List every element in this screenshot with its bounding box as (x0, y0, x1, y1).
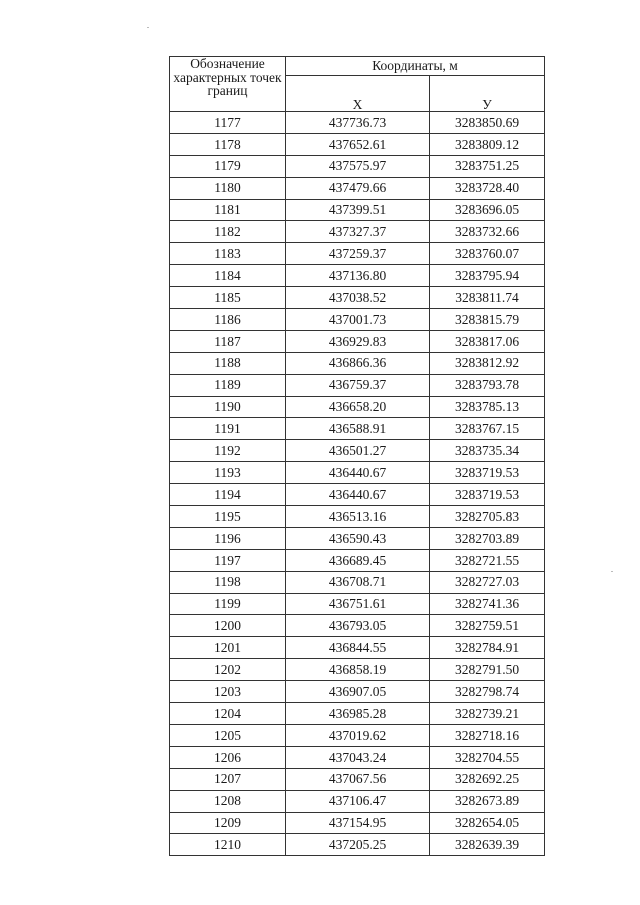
x-coordinate-cell: 436858.19 (286, 659, 430, 681)
point-cell: 1180 (170, 177, 286, 199)
point-cell: 1200 (170, 615, 286, 637)
table-row (170, 396, 545, 418)
table-row (170, 440, 545, 462)
point-cell: 1184 (170, 265, 286, 287)
table-row (170, 309, 545, 331)
coordinates-table (169, 56, 545, 856)
point-cell: 1181 (170, 199, 286, 221)
scan-speck (147, 27, 149, 28)
y-coordinate-cell: 3282673.89 (430, 790, 545, 812)
x-coordinate-cell: 437479.66 (286, 177, 430, 199)
y-coordinate-cell: 3283719.53 (430, 462, 545, 484)
table-row (170, 484, 545, 506)
y-coordinate-cell: 3283732.66 (430, 221, 545, 243)
table-row (170, 506, 545, 528)
point-column-header: Обозначение характерных точек границ (170, 57, 286, 112)
y-coordinate-cell: 3282639.39 (430, 834, 545, 856)
point-cell: 1209 (170, 812, 286, 834)
point-cell: 1202 (170, 659, 286, 681)
y-coordinate-cell: 3282727.03 (430, 571, 545, 593)
x-coordinate-cell: 436866.36 (286, 352, 430, 374)
point-cell: 1210 (170, 834, 286, 856)
y-coordinate-cell: 3282703.89 (430, 527, 545, 549)
x-coordinate-cell: 436907.05 (286, 681, 430, 703)
x-coordinate-cell: 436844.55 (286, 637, 430, 659)
point-cell: 1190 (170, 396, 286, 418)
y-column-header: У (430, 76, 545, 112)
x-coordinate-cell: 436759.37 (286, 374, 430, 396)
x-coordinate-cell: 437327.37 (286, 221, 430, 243)
x-coordinate-cell: 436501.27 (286, 440, 430, 462)
table-row (170, 352, 545, 374)
table-row (170, 177, 545, 199)
table-row (170, 615, 545, 637)
table-body (170, 112, 545, 856)
y-coordinate-cell: 3282798.74 (430, 681, 545, 703)
point-cell: 1185 (170, 287, 286, 309)
table-row (170, 527, 545, 549)
table-row (170, 790, 545, 812)
x-coordinate-cell: 437399.51 (286, 199, 430, 221)
x-coordinate-cell: 436440.67 (286, 484, 430, 506)
y-coordinate-cell: 3283751.25 (430, 155, 545, 177)
point-cell: 1201 (170, 637, 286, 659)
y-coordinate-cell: 3282692.25 (430, 768, 545, 790)
x-coordinate-cell: 436440.67 (286, 462, 430, 484)
y-coordinate-cell: 3282721.55 (430, 549, 545, 571)
table-row (170, 199, 545, 221)
table-row (170, 812, 545, 834)
table-row (170, 243, 545, 265)
table-row (170, 593, 545, 615)
table-row (170, 155, 545, 177)
table-row (170, 418, 545, 440)
table-row (170, 549, 545, 571)
x-coordinate-cell: 437106.47 (286, 790, 430, 812)
point-cell: 1203 (170, 681, 286, 703)
y-coordinate-cell: 3283812.92 (430, 352, 545, 374)
point-cell: 1186 (170, 309, 286, 331)
y-coordinate-cell: 3282654.05 (430, 812, 545, 834)
y-coordinate-cell: 3283811.74 (430, 287, 545, 309)
x-coordinate-cell: 436658.20 (286, 396, 430, 418)
y-coordinate-cell: 3282759.51 (430, 615, 545, 637)
x-coordinate-cell: 437067.56 (286, 768, 430, 790)
point-cell: 1179 (170, 155, 286, 177)
point-cell: 1194 (170, 484, 286, 506)
point-cell: 1178 (170, 133, 286, 155)
y-coordinate-cell: 3283793.78 (430, 374, 545, 396)
x-coordinate-cell: 436513.16 (286, 506, 430, 528)
x-coordinate-cell: 437575.97 (286, 155, 430, 177)
point-cell: 1188 (170, 352, 286, 374)
y-coordinate-cell: 3283735.34 (430, 440, 545, 462)
point-cell: 1182 (170, 221, 286, 243)
x-coordinate-cell: 437136.80 (286, 265, 430, 287)
y-coordinate-cell: 3283696.05 (430, 199, 545, 221)
y-coordinate-cell: 3282784.91 (430, 637, 545, 659)
table-row (170, 724, 545, 746)
point-cell: 1195 (170, 506, 286, 528)
table-row (170, 659, 545, 681)
table-row (170, 133, 545, 155)
point-cell: 1196 (170, 527, 286, 549)
point-cell: 1198 (170, 571, 286, 593)
x-coordinate-cell: 436588.91 (286, 418, 430, 440)
y-coordinate-cell: 3282718.16 (430, 724, 545, 746)
point-cell: 1205 (170, 724, 286, 746)
y-coordinate-cell: 3282791.50 (430, 659, 545, 681)
table-row (170, 265, 545, 287)
table-row (170, 703, 545, 725)
x-coordinate-cell: 436590.43 (286, 527, 430, 549)
table-row (170, 462, 545, 484)
y-coordinate-cell: 3283767.15 (430, 418, 545, 440)
table-row (170, 112, 545, 134)
y-coordinate-cell: 3283817.06 (430, 330, 545, 352)
y-coordinate-cell: 3283815.79 (430, 309, 545, 331)
point-cell: 1207 (170, 768, 286, 790)
x-coordinate-cell: 436708.71 (286, 571, 430, 593)
x-column-header: X (286, 76, 430, 112)
point-cell: 1187 (170, 330, 286, 352)
table-row (170, 287, 545, 309)
table-row (170, 834, 545, 856)
point-cell: 1183 (170, 243, 286, 265)
point-cell: 1193 (170, 462, 286, 484)
x-coordinate-cell: 436751.61 (286, 593, 430, 615)
y-coordinate-cell: 3283728.40 (430, 177, 545, 199)
point-cell: 1208 (170, 790, 286, 812)
x-coordinate-cell: 436929.83 (286, 330, 430, 352)
x-coordinate-cell: 437205.25 (286, 834, 430, 856)
y-coordinate-cell: 3283809.12 (430, 133, 545, 155)
y-coordinate-cell: 3283760.07 (430, 243, 545, 265)
table-row (170, 768, 545, 790)
point-cell: 1191 (170, 418, 286, 440)
x-coordinate-cell: 436689.45 (286, 549, 430, 571)
point-cell: 1189 (170, 374, 286, 396)
table-row (170, 330, 545, 352)
table-row (170, 374, 545, 396)
y-coordinate-cell: 3283785.13 (430, 396, 545, 418)
point-cell: 1197 (170, 549, 286, 571)
x-coordinate-cell: 437043.24 (286, 746, 430, 768)
x-coordinate-cell: 437259.37 (286, 243, 430, 265)
x-coordinate-cell: 437001.73 (286, 309, 430, 331)
x-coordinate-cell: 436793.05 (286, 615, 430, 637)
x-coordinate-cell: 437652.61 (286, 133, 430, 155)
y-coordinate-cell: 3282739.21 (430, 703, 545, 725)
table-header (170, 57, 545, 112)
table-row (170, 571, 545, 593)
point-cell: 1206 (170, 746, 286, 768)
x-coordinate-cell: 437736.73 (286, 112, 430, 134)
table-row (170, 681, 545, 703)
point-cell: 1192 (170, 440, 286, 462)
table-row (170, 221, 545, 243)
x-coordinate-cell: 437038.52 (286, 287, 430, 309)
point-cell: 1177 (170, 112, 286, 134)
scan-speck (611, 571, 613, 572)
x-coordinate-cell: 437019.62 (286, 724, 430, 746)
point-cell: 1204 (170, 703, 286, 725)
table-row (170, 637, 545, 659)
x-coordinate-cell: 437154.95 (286, 812, 430, 834)
y-coordinate-cell: 3283719.53 (430, 484, 545, 506)
x-coordinate-cell: 436985.28 (286, 703, 430, 725)
point-cell: 1199 (170, 593, 286, 615)
y-coordinate-cell: 3282704.55 (430, 746, 545, 768)
y-coordinate-cell: 3282705.83 (430, 506, 545, 528)
table-row (170, 746, 545, 768)
y-coordinate-cell: 3282741.36 (430, 593, 545, 615)
coordinates-header: Координаты, м (286, 57, 545, 76)
y-coordinate-cell: 3283850.69 (430, 112, 545, 134)
y-coordinate-cell: 3283795.94 (430, 265, 545, 287)
